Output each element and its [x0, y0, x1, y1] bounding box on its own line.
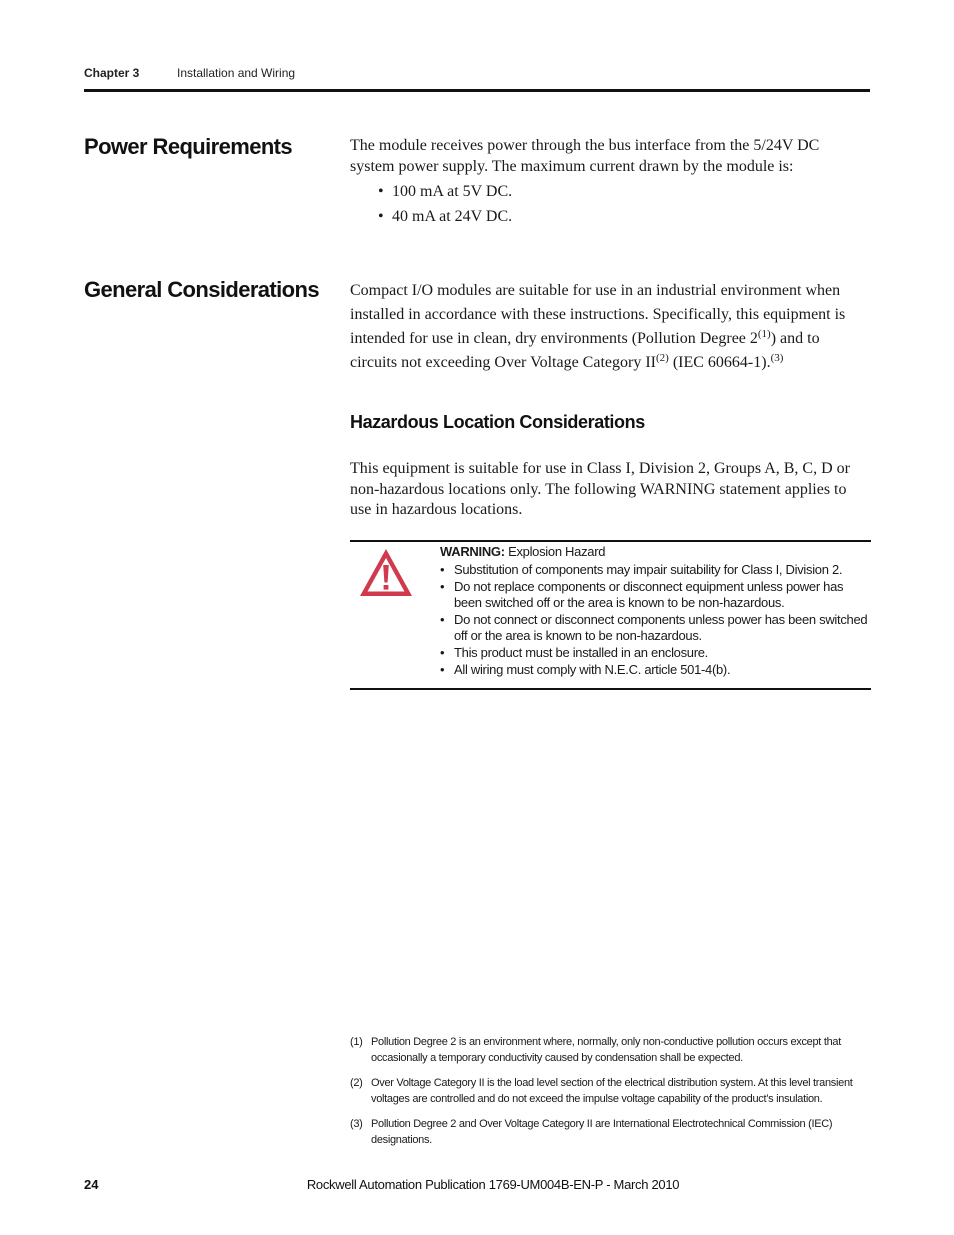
power-requirements-body: [350, 135, 860, 231]
power-requirements-heading: Power Requirements: [84, 134, 293, 159]
general-text-1: Compact I/O modules are suitable for use in an industrial environment when installed in accordance with these instructions. Specifically, this equipment is intended for use in clean, dry environments (Pollution Degree 2: [350, 282, 846, 347]
warning-title: [440, 544, 870, 560]
list-item: • Do not replace components or disconnect equipment unless power has been switched off or the area is known to be non-hazardous.: [440, 579, 870, 611]
chapter-title: Installation and Wiring: [177, 66, 296, 80]
footnote-text: Pollution Degree 2 and Over Voltage Category II are International Electrotechnical Commission (IEC) designations.: [371, 1118, 833, 1146]
general-text-3: (IEC 60664-1).: [668, 354, 771, 371]
list-item: • Do not connect or disconnect components unless power has been switched off or the area is known to be non-hazardous.: [440, 612, 870, 644]
footnote-ref-1[interactable]: (1): [757, 328, 771, 340]
power-paragraph: The module receives power through the bus interface from the 5/24V DC system power supply. The maximum current drawn by the module is:: [350, 137, 820, 175]
footnote-ref-3[interactable]: (3): [770, 352, 784, 364]
page-number: 24: [84, 1177, 99, 1192]
list-item: • Substitution of components may impair suitability for Class I, Division 2.: [440, 562, 870, 578]
list-item: • All wiring must comply with N.E.C. article 501-4(b).: [440, 662, 870, 678]
footnote-text: Pollution Degree 2 is an environment where, normally, only non-conductive pollution occurs except that occasionally a temporary conductivity caused by condensation shall be expected.: [371, 1036, 841, 1064]
warning-bottom-rule: [350, 688, 871, 690]
footnote-number: (2): [350, 1077, 363, 1089]
general-text-2: ) and to circuits not exceeding Over Voltage Category II: [350, 330, 820, 371]
warning-top-rule: [350, 540, 871, 542]
exclamation-triangle-icon: [358, 546, 414, 598]
warning-label: WARNING:: [440, 544, 505, 559]
hazardous-location-heading: Hazardous Location Considerations: [350, 412, 645, 432]
warning-subject: Explosion Hazard: [504, 544, 606, 559]
footnote-3: [350, 1116, 870, 1148]
footnote-1: [350, 1034, 870, 1066]
general-considerations-paragraph: [350, 279, 860, 375]
footnotes: [350, 1034, 870, 1157]
list-item: • 40 mA at 24V DC.: [350, 206, 860, 227]
footnote-text: Over Voltage Category II is the load level section of the electrical distribution system. At this level transient voltages are controlled and do not exceed the impulse voltage capability of the product’s insulation.: [371, 1077, 853, 1105]
general-considerations-heading: General Considerations: [84, 277, 319, 302]
footnote-2: [350, 1075, 870, 1107]
list-item: • 100 mA at 5V DC.: [350, 181, 860, 202]
footnote-number: (3): [350, 1118, 363, 1130]
page-header: [84, 66, 870, 90]
warning-content: [440, 544, 870, 679]
header-divider: [84, 89, 870, 92]
power-bullet-list: [350, 181, 860, 227]
warning-list: [440, 562, 870, 678]
hazardous-location-paragraph: This equipment is suitable for use in Class I, Division 2, Groups A, B, C, D or non-hazardous locations only. The following WARNING statement applies to use in hazardous locations.: [350, 460, 850, 518]
publication-info: Rockwell Automation Publication 1769-UM004B-EN-P - March 2010: [306, 1177, 680, 1192]
footnote-ref-2[interactable]: (2): [655, 352, 669, 364]
chapter-label: Chapter 3: [84, 66, 140, 80]
list-item: • This product must be installed in an enclosure.: [440, 645, 870, 661]
footnote-number: (1): [350, 1036, 363, 1048]
